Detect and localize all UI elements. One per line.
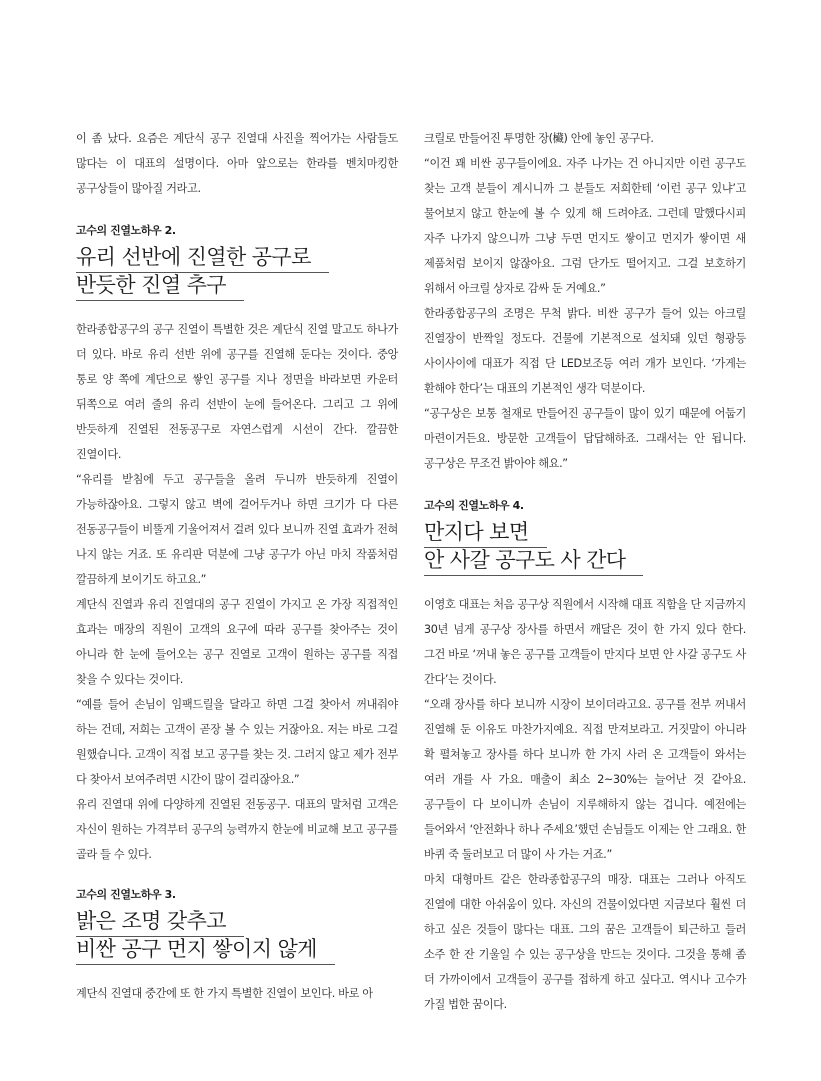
body-paragraph: 한라종합공구의 공구 진열이 특별한 것은 계단식 진열 말고도 하나가 더 있다. 바로 유리 선반 위에 공구를 진열해 둔다는 것이다. 중앙 통로 양 쪽에 계단으로 쌓인 공구를 지나 정면을 바라보면 카운터 뒤쪽으로 여러 줄의 유리 선반이 눈에 들어온다. 그리고 그 위에 반듯하게 진열된 전동공구로 자연스럽게 시선이 간다. 깔끔한 진열이다. (76, 323, 398, 461)
headline-line: 반듯한 진열 추구 (76, 273, 244, 301)
left-column (76, 126, 398, 1006)
quote-paragraph: “공구상은 보통 철재로 만들어진 공구들이 많이 있기 때문에 어둡기 마련이거든요. 방문한 고객들이 답답해하죠. 그래서는 안 됩니다. 공구상은 무조건 밝아야 해요.” (424, 407, 746, 470)
body-paragraph: 이영호 대표는 처음 공구상 직원에서 시작해 대표 직함을 단 지금까지 30년 넘게 공구상 장사를 하면서 깨달은 것이 한 가지 있다 한다. 그건 바로 ‘꺼내 놓은 공구를 고객들이 만지다 보면 안 사갈 공구도 사 간다’는 것이다. (424, 598, 746, 686)
section-headline (424, 520, 746, 576)
section-headline (76, 245, 398, 301)
body-paragraph: 마치 대형마트 같은 한라종합공구의 매장. 대표는 그러나 아직도 진열에 대한 아쉬움이 있다. 자신의 건물이었다면 지금보다 훨씬 더 하고 싶은 것들이 많다는 대표. 그의 꿈은 고객들이 퇴근하고 들러 소주 한 잔 기울일 수 있는 공구상을 만드는 것이다. 그것을 통해 좀 더 가까이에서 고객들이 공구를 접하게 하고 싶다고. 역시나 고수가 가질 법한 꿈이다. (424, 873, 746, 1011)
quote-paragraph: “예를 들어 손님이 임팩드릴을 달라고 하면 그걸 찾아서 꺼내줘야 하는 건데, 저희는 고객이 곧장 볼 수 있는 거잖아요. 저는 바로 그걸 원했습니다. 고객이 직접 보고 공구를 찾는 것. 그러지 않고 제가 전부 다 찾아서 보여주려면 시간이 많이 걸리잖아요.” (76, 698, 398, 786)
headline-line: 비싼 공구 먼지 쌓이지 않게 (76, 937, 335, 965)
quote-paragraph: “유리를 받침에 두고 공구들을 올려 두니까 반듯하게 진열이 가능하잖아요. 그렇지 않고 벽에 걸어두거나 하면 크기가 다 다른 전동공구들이 비뚤게 기울어져서 걸려 있다 보니까 진열 효과가 전혀 나지 않는 거죠. 또 유리판 덕분에 그냥 공구가 아닌 마치 작품처럼 깔끔하게 보이기도 하고요.” (76, 473, 398, 586)
headline-line: 안 사갈 공구도 사 간다 (424, 548, 643, 576)
headline-line: 유리 선반에 진열한 공구로 (76, 245, 329, 273)
section-headline (76, 909, 398, 965)
quote-paragraph: “오래 장사를 하다 보니까 시장이 보이더라고요. 공구를 전부 꺼내서 진열해 둔 이유도 마찬가지예요. 직접 만져보라고. 거짓말이 아니라 확 펼쳐놓고 장사를 하다 보니까 한 가지 사러 온 고객들이 와서는 여러 개를 사 가요. 매출이 최소 2~30%는 늘어난 것 같아요. 공구들이 다 보이니까 손님이 지루해하지 않는 겁니다. 예전에는 들어와서 ‘안전화나 하나 주세요’했던 손님들도 이제는 안 그래요. 한 바퀴 죽 둘러보고 더 많이 사 가는 거죠.” (424, 698, 746, 861)
intro-paragraph: 이 좀 났다. 요즘은 계단식 공구 진열대 사진을 찍어가는 사람들도 많다는 이 대표의 설명이다. 아마 앞으로는 한라를 벤치마킹한 공구상들이 많아질 거라고. (76, 132, 398, 195)
section-kicker: 고수의 진열노하우 4. (424, 499, 524, 512)
headline-line: 만지다 보면 (424, 520, 547, 548)
body-paragraph: 유리 진열대 위에 다양하게 진열된 전동공구. 대표의 말처럼 고객은 자신이 원하는 가격부터 공구의 능력까지 한눈에 비교해 보고 공구를 골라 들 수 있다. (76, 798, 398, 861)
quote-paragraph: “이건 꽤 비싼 공구들이에요. 자주 나가는 건 아니지만 이런 공구도 찾는 고객 분들이 계시니까 그 분들도 저희한테 ‘이런 공구 있냐’고 물어보지 않고 한눈에 볼 수 있게 해 드려야죠. 그런데 말했다시피 자주 나가지 않으니까 그냥 두면 먼지도 쌓이고 먼지가 쌓이면 새 제품처럼 보이지 않잖아요. 그럼 단가도 떨어지고. 그걸 보호하기 위해서 아크릴 상자로 감싸 둔 거예요.” (424, 157, 746, 295)
right-column (424, 126, 746, 1017)
headline-line: 밝은 조명 갖추고 (76, 909, 244, 937)
section-4 (424, 498, 746, 1017)
body-paragraph: 계단식 진열대 중간에 또 한 가지 특별한 진열이 보인다. 바로 아 (76, 987, 373, 1000)
section-3 (76, 887, 398, 1006)
body-paragraph: 계단식 진열과 유리 진열대의 공구 진열이 가지고 온 가장 직접적인 효과는 매장의 직원이 고객의 요구에 따라 공구를 찾아주는 것이 아니라 한 눈에 들어오는 공구 진열로 고객이 원하는 공구를 직접 찾을 수 있다는 것이다. (76, 598, 398, 686)
body-paragraph: 한라종합공구의 조명은 무척 밝다. 비싼 공구가 들어 있는 아크릴 진열장이 반짝일 정도다. 건물에 기본적으로 설치돼 있던 형광등 사이사이에 대표가 직접 단 LED보조등 여러 개가 보인다. ‘가게는 환해야 한다’는 대표의 기본적인 생각 덕분이다. (424, 307, 746, 395)
section-kicker: 고수의 진열노하우 3. (76, 888, 176, 901)
body-paragraph: 크릴로 만들어진 투명한 장(欌) 안에 놓인 공구다. (424, 132, 654, 145)
section-kicker: 고수의 진열노하우 2. (76, 224, 176, 237)
section-2 (76, 223, 398, 867)
